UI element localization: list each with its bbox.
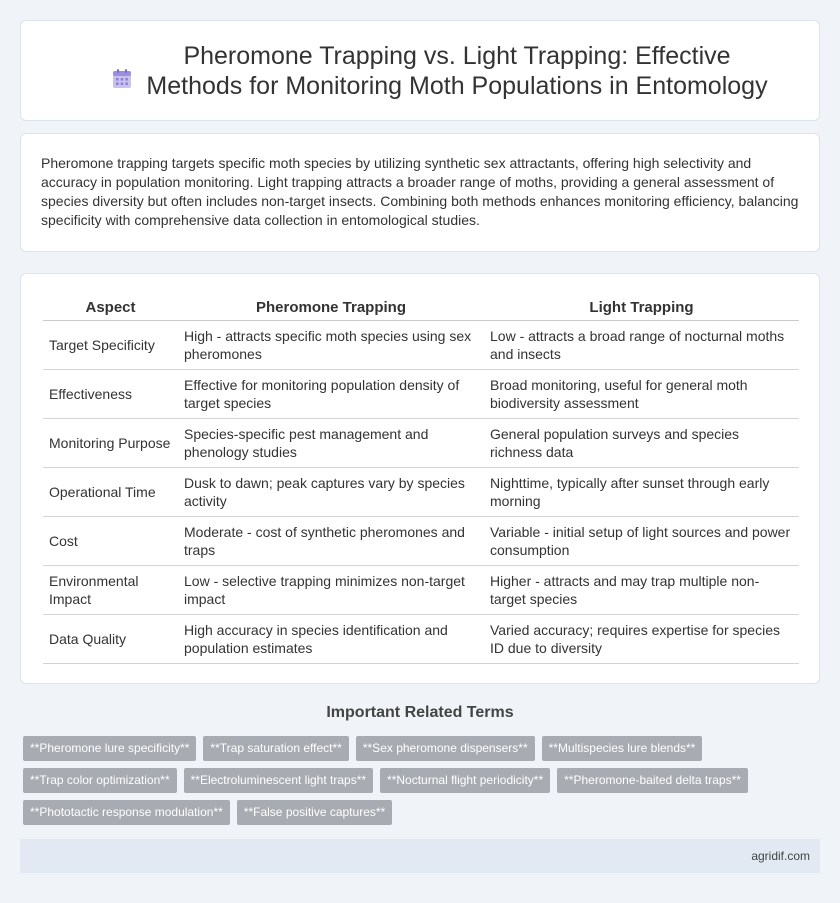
table-row: [43, 516, 799, 565]
term-tag[interactable]: **False positive captures**: [237, 800, 392, 825]
aspect-cell: Data Quality: [43, 614, 178, 663]
comparison-card: [20, 273, 820, 684]
term-tag[interactable]: **Multispecies lure blends**: [542, 736, 703, 761]
table-row: [43, 369, 799, 418]
term-tag[interactable]: **Electroluminescent light traps**: [184, 768, 373, 793]
term-tag[interactable]: **Pheromone-baited delta traps**: [557, 768, 748, 793]
aspect-cell: Target Specificity: [43, 320, 178, 369]
term-tag[interactable]: **Pheromone lure specificity**: [23, 736, 196, 761]
aspect-cell: Monitoring Purpose: [43, 418, 178, 467]
light-cell: Broad monitoring, useful for general moth biodiversity assessment: [484, 369, 799, 418]
related-terms-list: [23, 736, 803, 825]
aspect-cell: Operational Time: [43, 467, 178, 516]
table-row: [43, 467, 799, 516]
page-title: Pheromone Trapping vs. Light Trapping: Effective Methods for Monitoring Moth Populations in Entomology: [146, 41, 768, 100]
term-tag[interactable]: **Trap color optimization**: [23, 768, 177, 793]
term-tag[interactable]: **Phototactic response modulation**: [23, 800, 230, 825]
aspect-cell: Cost: [43, 516, 178, 565]
table-row: [43, 418, 799, 467]
title-card: [20, 20, 820, 121]
pheromone-cell: High - attracts specific moth species using sex pheromones: [178, 320, 484, 369]
pheromone-cell: Low - selective trapping minimizes non-target impact: [178, 565, 484, 614]
pheromone-cell: Effective for monitoring population density of target species: [178, 369, 484, 418]
site-name[interactable]: agridif.com: [751, 849, 810, 863]
pheromone-cell: High accuracy in species identification and population estimates: [178, 614, 484, 663]
column-header-pheromone: Pheromone Trapping: [178, 294, 484, 320]
light-cell: Variable - initial setup of light sources and power consumption: [484, 516, 799, 565]
aspect-cell: Environmental Impact: [43, 565, 178, 614]
light-cell: Higher - attracts and may trap multiple non-target species: [484, 565, 799, 614]
table-row: [43, 614, 799, 663]
pheromone-cell: Species-specific pest management and phenology studies: [178, 418, 484, 467]
light-cell: Low - attracts a broad range of nocturnal moths and insects: [484, 320, 799, 369]
pheromone-cell: Dusk to dawn; peak captures vary by species activity: [178, 467, 484, 516]
column-header-light: Light Trapping: [484, 294, 799, 320]
term-tag[interactable]: **Trap saturation effect**: [203, 736, 348, 761]
intro-card: [20, 133, 820, 252]
column-header-aspect: Aspect: [43, 294, 178, 320]
aspect-cell: Effectiveness: [43, 369, 178, 418]
comparison-table: [43, 294, 799, 664]
footer: [20, 839, 820, 873]
light-cell: General population surveys and species richness data: [484, 418, 799, 467]
table-header-row: [43, 294, 799, 320]
term-tag[interactable]: **Nocturnal flight periodicity**: [380, 768, 550, 793]
related-terms-heading: Important Related Terms: [326, 704, 514, 721]
table-row: [43, 565, 799, 614]
table-row: [43, 320, 799, 369]
light-cell: Nighttime, typically after sunset through early morning: [484, 467, 799, 516]
light-cell: Varied accuracy; requires expertise for species ID due to diversity: [484, 614, 799, 663]
calendar-icon: [110, 67, 134, 91]
pheromone-cell: Moderate - cost of synthetic pheromones and traps: [178, 516, 484, 565]
term-tag[interactable]: **Sex pheromone dispensers**: [356, 736, 535, 761]
intro-paragraph: Pheromone trapping targets specific moth species by utilizing synthetic sex attractants, offering high selectivity and accuracy in population monitoring. Light trapping attracts a broader range of moths, providing a general assessment of species diversity but often includes non-target insects. Combining both methods enhances monitoring efficiency, balancing specificity with comprehensive data collection in entomological studies.: [41, 155, 799, 228]
